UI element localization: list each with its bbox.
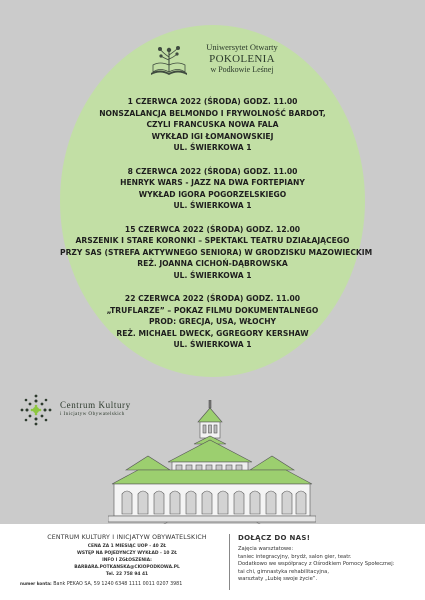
join-line: Dodatkowo we współpracy z Ośrodkiem Pomocy Społecznej: bbox=[238, 561, 395, 568]
uop-logo-text bbox=[192, 43, 292, 75]
footer-divider bbox=[229, 534, 230, 590]
event-director: REŻ. MICHAEL DWECK, GGREGORY KERSHAW bbox=[116, 328, 309, 338]
footer-join bbox=[238, 534, 418, 584]
join-line: tai chi, gimnastyka rehabilitacyjna, bbox=[238, 568, 329, 575]
building-illustration bbox=[108, 400, 316, 526]
dotted-star-icon bbox=[18, 392, 54, 428]
event-title: HENRYK WARS - JAZZ NA DWA FORTEPIANY bbox=[120, 178, 305, 187]
event-speaker: WYKŁAD IGI ŁOMANOWSKIEJ bbox=[151, 131, 274, 141]
footer-info bbox=[20, 534, 224, 587]
join-heading: DOŁĄCZ DO NAS! bbox=[238, 534, 311, 542]
event-2 bbox=[60, 166, 365, 212]
event-date: 1 CZERWCA 2022 (ŚRODA) GODZ. 11.00 bbox=[127, 97, 298, 106]
open-book-tree-icon bbox=[148, 45, 190, 79]
join-line: warsztaty „Lubię swoje życie”. bbox=[238, 576, 318, 583]
footer-org-name: CENTRUM KULTURY I INICJATYW OBYWATELSKICH bbox=[47, 534, 207, 541]
footer-line: WSTĘP NA POJEDYNCZY WYKŁAD - 10 ZŁ bbox=[76, 551, 178, 556]
event-3 bbox=[60, 224, 373, 282]
footer-email: BARBARA.POTKANSKA@CKIOPODKOWA.PL bbox=[74, 565, 180, 570]
join-line: Zajęcia warsztatowe: bbox=[238, 546, 294, 552]
join-line: taniec integracyjny, brydż, salon gier, teatr. bbox=[238, 553, 352, 560]
event-director: REŻ. JOANNA CICHOŃ-DĄBROWSKA bbox=[137, 259, 288, 268]
event-speaker: WYKŁAD IGORA POGORZELSKIEGO bbox=[138, 189, 287, 199]
event-address: UL. ŚWIERKOWA 1 bbox=[173, 270, 252, 280]
event-production: PROD: GRECJA, USA, WŁOCHY bbox=[148, 317, 277, 326]
event-4 bbox=[60, 293, 365, 351]
event-title: „TRUFLARZE” – POKAZ FILMU DOKUMENTALNEGO bbox=[106, 305, 319, 315]
event-address: UL. ŚWIERKOWA 1 bbox=[173, 201, 252, 210]
ckio-line-2: i Inicjatyw Obywatelskich bbox=[60, 411, 125, 417]
ckio-line-1: Centrum Kultury bbox=[60, 400, 131, 410]
event-address: UL. ŚWIERKOWA 1 bbox=[173, 340, 252, 349]
footer bbox=[0, 524, 425, 600]
event-1 bbox=[60, 96, 365, 154]
event-title: CZYLI FRANCUSKA NOWA FALA bbox=[146, 120, 279, 129]
event-address: UL. ŚWIERKOWA 1 bbox=[173, 143, 252, 152]
logo-line-3: w Podkowie Leśnej bbox=[210, 65, 274, 75]
event-date: 8 CZERWCA 2022 (ŚRODA) GODZ. 11.00 bbox=[127, 166, 298, 176]
footer-phone: Tel. 22 758 94 41 bbox=[105, 572, 149, 577]
event-title: PRZY SAS (STREFA AKTYWNEGO SENIORA) W GRODZISKU MAZOWIECKIM bbox=[60, 247, 373, 257]
event-date: 22 CZERWCA 2022 (ŚRODA) GODZ. 11.00 bbox=[124, 294, 301, 303]
events-list bbox=[60, 96, 373, 363]
logo-line-2: POKOLENIA bbox=[209, 52, 275, 65]
event-title: ARSZENIK I STARE KORONKI – SPEKTAKL TEATRU DZIAŁAJĄCEGO bbox=[75, 236, 350, 245]
account-number: Bank PEKAO SA, 59 1240 6348 1111 0011 0207 3981 bbox=[53, 582, 183, 587]
event-date: 15 CZERWCA 2022 (ŚRODA) GODZ. 12.00 bbox=[124, 224, 301, 234]
footer-line: INFO I ZGŁOSZENIA: bbox=[102, 558, 152, 563]
account-label: numer konta: bbox=[20, 581, 52, 586]
logo-line-1: Uniwersytet Otwarty bbox=[206, 42, 278, 52]
uop-logo bbox=[148, 43, 288, 83]
footer-account bbox=[20, 581, 240, 587]
event-title: NONSZALANCJA BELMONDO I FRYWOLNOŚĆ BARDOT, bbox=[99, 108, 326, 118]
footer-line: CENA ZA 1 MIESIĄC UOP - 40 ZŁ bbox=[87, 544, 167, 549]
